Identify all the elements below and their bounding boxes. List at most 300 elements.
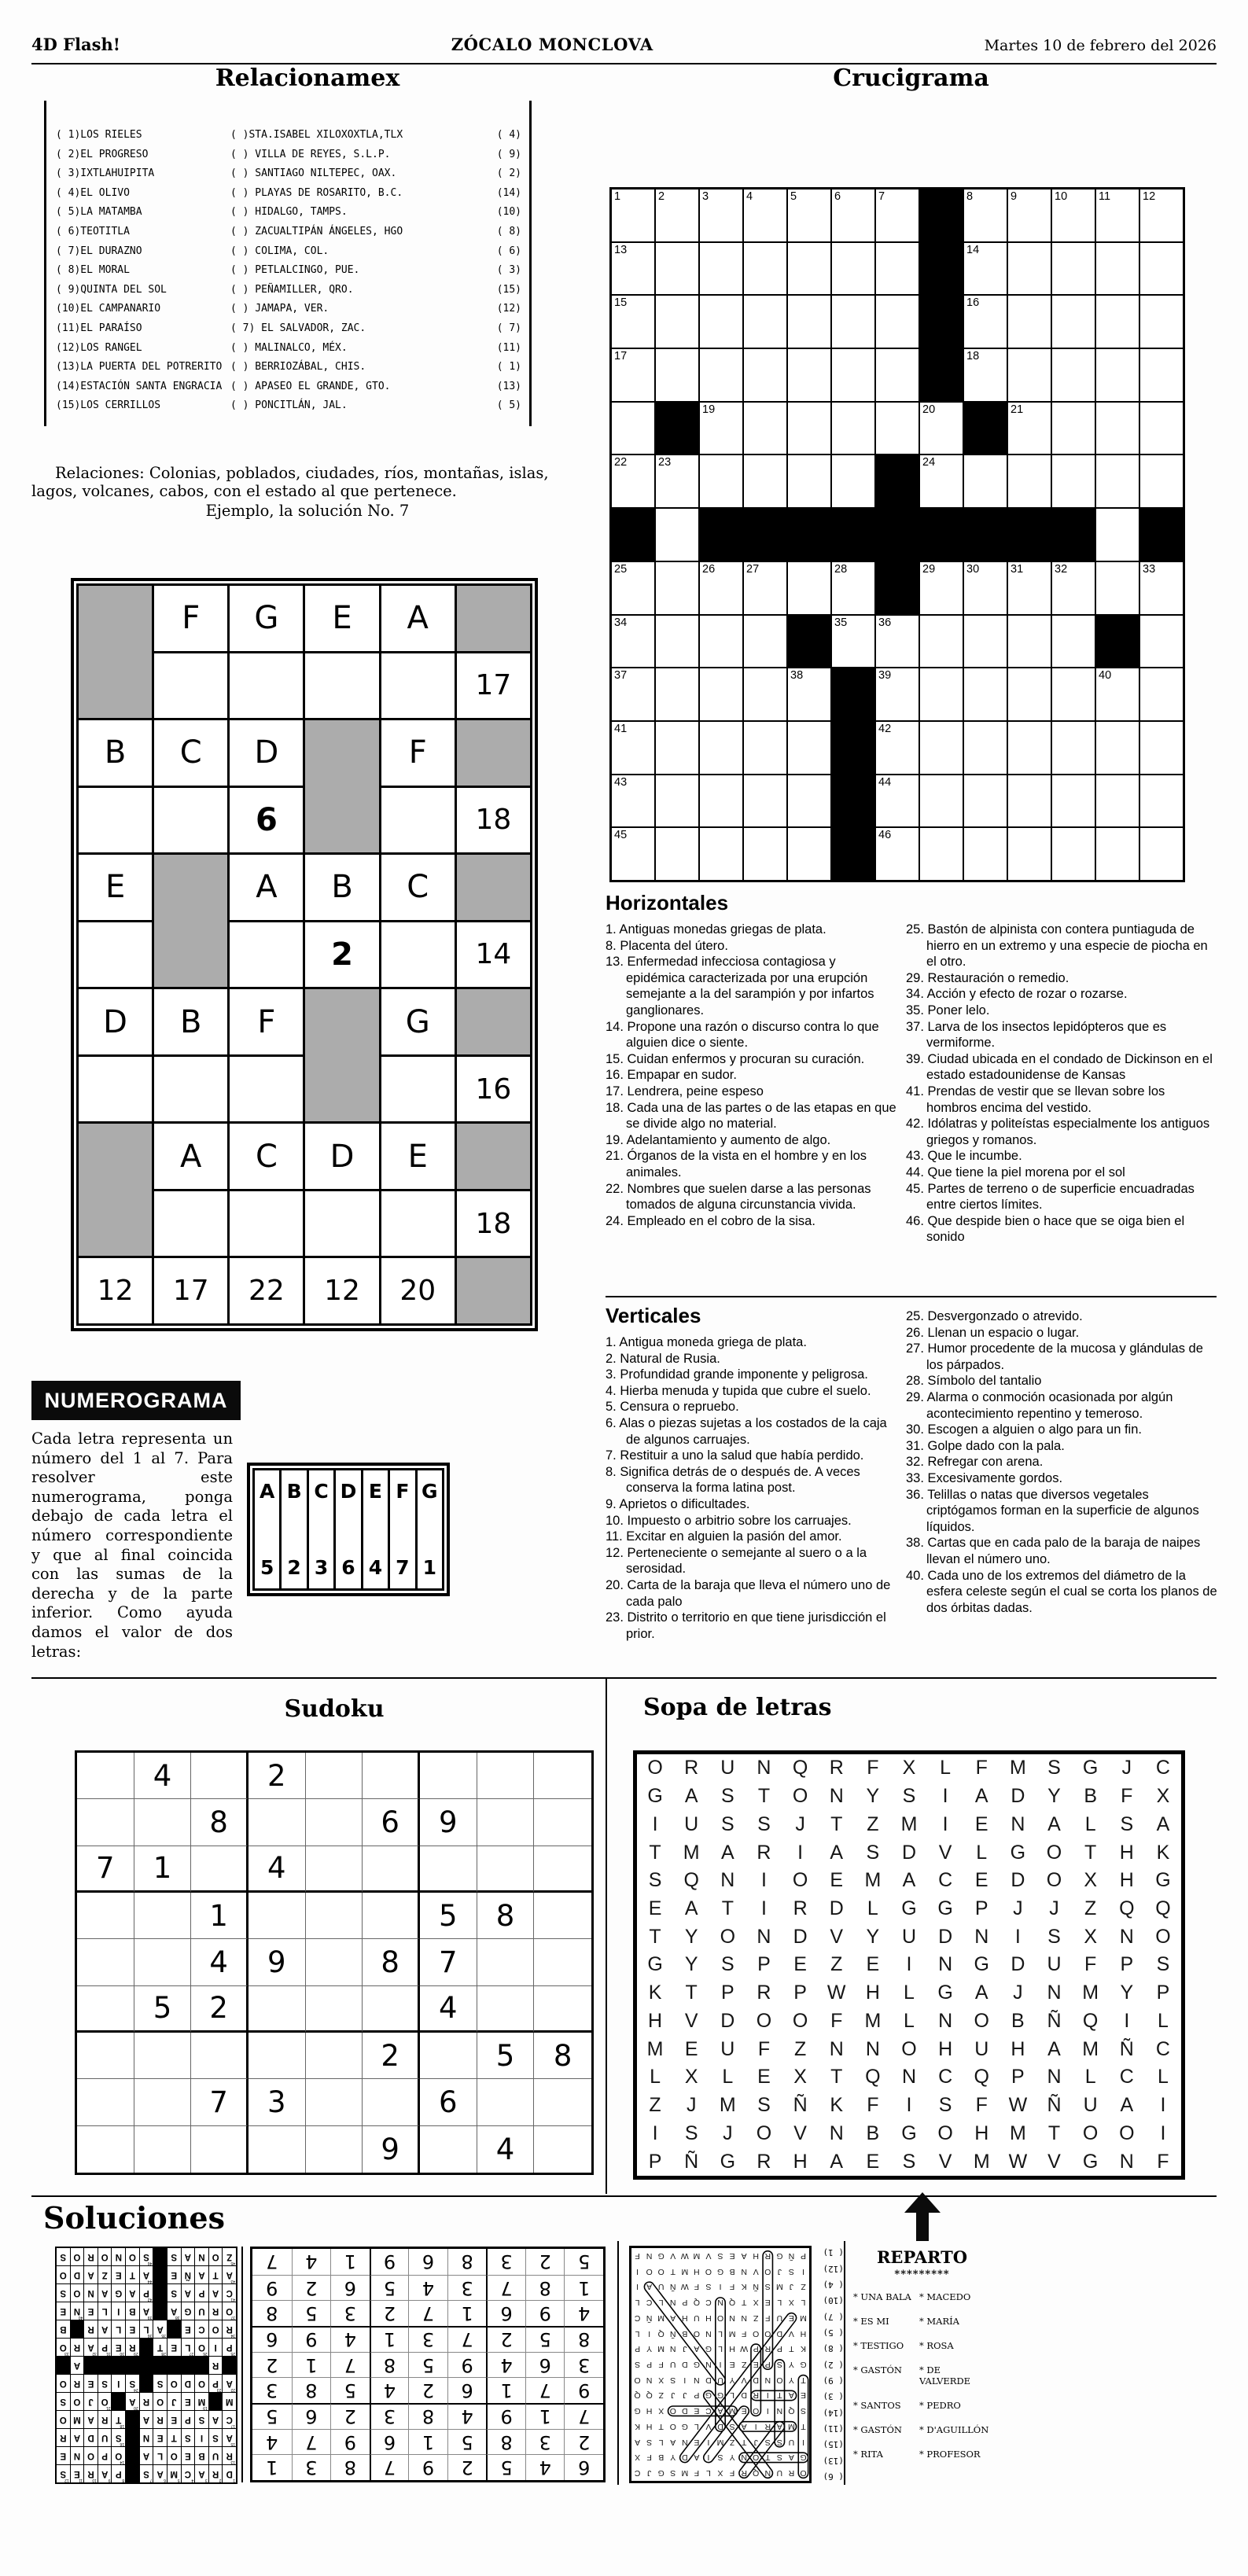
crossword-clue: 6. Alas o piezas sujetas a los costados de la caja de algunos carruajes. — [606, 1415, 887, 1447]
crossword-solution-letter: E — [171, 2415, 178, 2424]
wordsearch-letter: D — [705, 2375, 712, 2385]
crossword-cell — [832, 349, 874, 401]
crossword-cell — [876, 668, 919, 720]
relacionamex-item-right: ( ) PETLALCINGO, PUE. — [230, 264, 360, 277]
crossword-cell — [126, 2375, 139, 2392]
sudoku-cell: 9 — [370, 2249, 409, 2275]
crossword-cell — [876, 828, 919, 880]
wordsearch-letter: K — [741, 2282, 747, 2292]
wordsearch-letter: R — [764, 2344, 771, 2354]
wordsearch-letter: N — [741, 2313, 747, 2323]
wordsearch-letter: C — [634, 2313, 641, 2323]
crossword-cell — [656, 296, 698, 348]
crossword-solution-letter: B — [129, 2306, 136, 2316]
reparto-row — [853, 2449, 991, 2460]
crossword-cell — [57, 2339, 70, 2356]
numerograma-gray-cell — [305, 720, 378, 852]
wordsearch-letter: R — [793, 1897, 808, 1920]
crossword-clue: 4. Hierba menuda y tupida que cubre el suelo. — [606, 1383, 871, 1398]
crossword-solution-letter: A — [87, 2342, 94, 2352]
wordsearch-letter: V — [830, 1925, 844, 1948]
wordsearch-letter: O — [974, 2009, 989, 2032]
numerograma-cell: B — [305, 855, 378, 920]
crossword-cell — [656, 828, 698, 880]
numerograma-grid-frame — [71, 578, 538, 1331]
crossword-cell — [832, 296, 874, 348]
numerograma-cell — [381, 1191, 455, 1257]
key-column — [282, 1470, 306, 1588]
sudoku-cell — [477, 1799, 535, 1846]
crossword-solution-letter: N — [73, 2306, 81, 2316]
crossword-cell — [182, 2320, 195, 2338]
crossword-cell — [1052, 455, 1095, 507]
crossword-cell — [112, 2339, 125, 2356]
crossword-clue: 24. Empleado en el cobro de la sisa. — [606, 1213, 815, 1228]
crossword-cell-number: 9 — [108, 2478, 111, 2482]
crossword-cell — [209, 2302, 223, 2320]
crossword-black-cell — [223, 2357, 236, 2374]
crossword-cell — [1008, 243, 1051, 295]
wordsearch-letter: Z — [830, 1953, 843, 1976]
crossword-cell-number: 11 — [79, 2478, 83, 2482]
wordsearch-letter: R — [757, 1841, 771, 1864]
crossword-cell — [126, 2393, 139, 2410]
crossword-cell — [195, 2339, 208, 2356]
sudoku-cell: 2 — [252, 2352, 292, 2378]
crossword-cell-number: 35 — [834, 616, 848, 629]
sudoku-cell: 7 — [420, 1939, 477, 1985]
reparto-word: * ROSA — [919, 2340, 954, 2351]
wordsearch-letter: G — [716, 2266, 724, 2276]
crossword-cell — [700, 775, 742, 827]
crossword-cell — [612, 775, 654, 827]
crossword-black-cell — [1096, 616, 1139, 668]
wordsearch-letter: C — [938, 2066, 953, 2088]
crossword-cell — [964, 455, 1007, 507]
crossword-solution-letter: L — [101, 2306, 108, 2316]
crossword-cell — [126, 2320, 139, 2338]
relacionamex-item-number: (12) — [496, 303, 521, 315]
wordsearch-letter: N — [938, 1953, 953, 1976]
crossword-solution-letter: N — [115, 2252, 122, 2261]
wordsearch-letter: P — [694, 2390, 700, 2401]
wordsearch-letter: D — [793, 1925, 808, 1948]
crossword-clue: 20. Carta de la baraja que lleva el número uno de cada palo — [606, 1577, 891, 1609]
crossword-clue: 25. Bastón de alpinista con contera puntiaguda de hierro en un extremo y una especie de piocha en el otro. — [906, 922, 1208, 970]
sudoku-cell: 7 — [77, 1846, 134, 1893]
crossword-cell — [744, 455, 786, 507]
wordsearch-letter: G — [657, 2468, 664, 2478]
wordsearch-letter: S — [684, 2122, 698, 2144]
crossword-clue: 14. Propone una razón o discurso contra lo que alguien dice o siente. — [606, 1019, 879, 1051]
wordsearch-letter: G — [705, 2390, 712, 2401]
crossword-solution-letter: O — [170, 2379, 178, 2388]
wordsearch-letter: R — [757, 1982, 771, 2004]
wordsearch-solution-ovals — [631, 2248, 809, 2481]
crossword-cell — [84, 2447, 98, 2464]
wordsearch-letter: S — [720, 1785, 734, 1808]
wordsearch-letter: Q — [634, 2390, 641, 2401]
wordsearch-letter: N — [646, 2375, 653, 2385]
wordsearch-letter: Y — [1120, 1982, 1134, 2004]
sudoku-cell: 4 — [486, 2352, 525, 2378]
wordsearch-letter: T — [830, 1812, 843, 1835]
crossword-cell-number: 21 — [1011, 403, 1024, 416]
crossword-cell — [1140, 616, 1183, 668]
crossword-cell — [744, 775, 786, 827]
crossword-solution-letter: A — [226, 2379, 233, 2388]
numerograma-cell — [230, 1191, 303, 1257]
wordsearch-letter: Ñ — [793, 2094, 808, 2117]
crossword-black-cell — [832, 722, 874, 774]
crossword-cell — [920, 403, 963, 454]
crossword-cell-number: 31 — [1011, 562, 1024, 576]
sudoku-cell — [534, 1753, 591, 1799]
sudoku-cell: 1 — [191, 1893, 248, 1939]
verticales-clues-col2 — [906, 1308, 1219, 1616]
relacionamex-item-left: ( 6)TEOTITLA — [56, 225, 130, 237]
crossword-cell — [98, 2447, 112, 2464]
wordsearch-letter: S — [670, 2375, 676, 2385]
wordsearch-letter: H — [938, 2037, 953, 2060]
reparto-word: * SANTOS — [853, 2400, 901, 2411]
crossword-solution-letter: A — [129, 2288, 136, 2298]
crossword-cell-number: 12 — [64, 2478, 69, 2482]
crossword-solution-letter: O — [212, 2252, 219, 2261]
relacionamex-item-right: ( ) HIDALGO, TAMPS. — [230, 206, 348, 219]
wordsearch-letter: C — [1119, 2066, 1134, 2088]
crossword-cell — [656, 616, 698, 668]
crossword-cell — [57, 2411, 70, 2428]
wordsearch-letter: J — [753, 2437, 758, 2447]
relacionamex-solution-number: ( 2) — [823, 2359, 844, 2370]
crossword-cell — [1052, 828, 1095, 880]
key-letter: F — [396, 1480, 410, 1503]
crossword-cell-number: 20 — [922, 403, 936, 416]
crossword-cell — [700, 668, 742, 720]
horizontales-title: Horizontales — [606, 891, 729, 914]
crossword-solution-letter: N — [73, 2451, 81, 2460]
wordsearch-letter: O — [764, 2266, 771, 2276]
crossword-black-cell — [140, 2357, 153, 2374]
wordsearch-letter: G — [974, 1953, 989, 1976]
relacionamex-solution-number: ( 8) — [823, 2343, 844, 2354]
key-column — [309, 1470, 333, 1588]
wordsearch-letter: O — [756, 2122, 772, 2144]
numerograma-cell — [79, 922, 152, 988]
crossword-cell-number: 24 — [134, 2387, 138, 2392]
crossword-cell — [1140, 668, 1183, 720]
crossword-clue: 41. Prendas de vestir que se llevan sobre los hombros encima del vestido. — [906, 1084, 1165, 1115]
sudoku-cell: 6 — [486, 2300, 525, 2326]
sudoku-cell: 9 — [292, 2326, 331, 2352]
numerograma-key-table — [252, 1468, 444, 1591]
relacionamex-solution-number: ( 7) — [823, 2311, 844, 2322]
crossword-cell-number: 40 — [1099, 669, 1112, 683]
key-column — [418, 1470, 442, 1588]
sudoku-cell — [191, 1846, 248, 1893]
wordsearch-letter: Y — [1047, 1785, 1061, 1808]
wordsearch-letter: U — [788, 2437, 795, 2447]
wordsearch-letter: Z — [729, 2437, 735, 2447]
wordsearch-letter: Z — [867, 1812, 879, 1835]
crossword-clue: 38. Cartas que en cada palo de la baraja de naipes llevan el número uno. — [906, 1536, 1201, 1566]
wordsearch-letter: O — [646, 2266, 653, 2276]
wordsearch-letter: O — [657, 2266, 664, 2276]
wordsearch-letter: P — [793, 1982, 807, 2004]
crossword-grid — [609, 187, 1185, 882]
sudoku-cell — [534, 1986, 591, 2033]
numerograma-cell: 2 — [305, 922, 378, 988]
crossword-black-cell — [832, 668, 874, 720]
sudoku-cell — [134, 2033, 192, 2079]
wordsearch-letter: A — [974, 1982, 988, 2004]
wordsearch-letter: P — [776, 2344, 782, 2354]
wordsearch-letter: P — [800, 2250, 806, 2261]
crossword-cell — [71, 2465, 84, 2482]
crossword-solution-letter: E — [60, 2451, 67, 2460]
crossword-cell — [832, 190, 874, 241]
crossword-cell — [168, 2465, 181, 2482]
crossword-solution-letter: E — [60, 2306, 67, 2316]
crossword-cell — [140, 2393, 153, 2410]
crossword-cell — [57, 2375, 70, 2392]
numerograma-cell: B — [154, 989, 227, 1054]
wordsearch-letter: A — [741, 2250, 747, 2261]
wordsearch-letter: V — [938, 2150, 952, 2173]
crossword-cell — [876, 243, 919, 295]
wordsearch-letter: H — [800, 2328, 807, 2339]
wordsearch-letter: Ñ — [684, 2150, 699, 2173]
wordsearch-letter: Y — [646, 2344, 653, 2354]
crossword-solution-letter: E — [185, 2397, 191, 2406]
crossword-cell — [788, 296, 830, 348]
wordsearch-letter: T — [1084, 1841, 1097, 1864]
wordsearch-letter: J — [646, 2468, 652, 2478]
crossword-solution-letter: E — [115, 2270, 122, 2280]
crossword-cell — [656, 562, 698, 614]
relacionamex-item-left: ( 2)EL PROGRESO — [56, 148, 149, 160]
wordsearch-letter: Q — [974, 2066, 989, 2088]
crossword-clue: 29. Alarma o conmoción ocasionada por algún acontecimiento repentino y temeroso. — [906, 1389, 1173, 1421]
key-letter: B — [286, 1480, 302, 1503]
wordsearch-letter: N — [1047, 2066, 1062, 2088]
verticales-title: Verticales — [606, 1304, 701, 1327]
crossword-cell-number: 46 — [147, 2261, 153, 2265]
crossword-solution-letter: R — [73, 2379, 81, 2388]
reparto-block — [853, 2192, 991, 2473]
crossword-cell — [112, 2411, 125, 2428]
crossword-solution-letter: O — [59, 2270, 67, 2280]
sudoku-cell — [420, 2033, 477, 2079]
crossword-cell — [1096, 296, 1139, 348]
wordsearch-letter: P — [1011, 2066, 1025, 2088]
crossword-cell — [126, 2339, 139, 2356]
wordsearch-grid — [633, 1750, 1185, 2180]
crossword-cell — [126, 2284, 139, 2302]
wordsearch-letter: I — [1014, 1925, 1021, 1948]
sudoku-cell: 2 — [564, 2429, 603, 2455]
wordsearch-letter: Y — [729, 2375, 735, 2385]
crossword-cell — [98, 2302, 112, 2320]
crossword-clue: 10. Impuesto o arbitrio sobre los carruajes. — [606, 1513, 852, 1528]
crossword-solution-letter: A — [198, 2469, 205, 2478]
wordsearch-letter: J — [1013, 1982, 1023, 2004]
sudoku-cell: 6 — [370, 2429, 409, 2455]
relacionamex-item-right: ( ) BERRIOZÁBAL, CHIS. — [230, 361, 366, 374]
crossword-black-cell — [832, 509, 874, 561]
crossword-cell — [1052, 243, 1095, 295]
wordsearch-letter: M — [1009, 2122, 1026, 2144]
crossword-cell-number: 26 — [203, 2351, 208, 2356]
sudoku-cell — [77, 2079, 134, 2125]
wordsearch-letter: S — [717, 2250, 723, 2261]
sudoku-cell: 5 — [292, 2300, 331, 2326]
wordsearch-letter: E — [684, 2037, 698, 2060]
sudoku-cell: 6 — [564, 2454, 603, 2480]
crossword-cell — [700, 190, 742, 241]
crossword-black-cell — [920, 509, 963, 561]
crossword-black-cell — [209, 2393, 223, 2410]
wordsearch-letter: F — [867, 2094, 879, 2117]
sudoku-cell: 8 — [363, 1939, 420, 1985]
sudoku-cell — [248, 2033, 306, 2079]
wordsearch-letter: N — [974, 1925, 989, 1948]
crossword-cell-number: 18 — [120, 2423, 125, 2428]
wordsearch-letter: A — [1120, 2094, 1134, 2117]
crossword-cell — [168, 2429, 181, 2446]
wordsearch-letter: H — [1119, 1869, 1134, 1892]
wordsearch-letter: X — [793, 2066, 807, 2088]
wordsearch-letter: L — [658, 2437, 664, 2447]
wordsearch-letter: G — [693, 2360, 700, 2370]
sudoku-cell — [77, 2033, 134, 2079]
crossword-black-cell — [612, 509, 654, 561]
crossword-cell-number: 45 — [614, 829, 628, 842]
wordsearch-letter: I — [802, 2266, 804, 2276]
wordsearch-letter: H — [793, 2150, 808, 2173]
crossword-solution-letter: S — [171, 2288, 178, 2298]
wordsearch-letter: O — [753, 2453, 760, 2463]
crossword-cell — [1008, 668, 1051, 720]
crossword-black-cell — [126, 2357, 139, 2374]
relacionamex-solution-number: ( 6) — [823, 2471, 844, 2482]
wordsearch-letter: M — [800, 2313, 807, 2323]
wordsearch-letter: O — [716, 2313, 724, 2323]
relacionamex-row — [56, 126, 521, 145]
crossword-solution-letter: E — [185, 2451, 191, 2460]
crossword-black-cell — [182, 2357, 195, 2374]
crossword-solution-letter: P — [185, 2415, 191, 2424]
wordsearch-letter: M — [864, 1869, 882, 1892]
crossword-cell — [112, 2447, 125, 2464]
wordsearch-letter: M — [973, 2150, 990, 2173]
sudoku-cell — [420, 1846, 477, 1893]
crossword-cell — [84, 2393, 98, 2410]
crossword-black-cell — [788, 509, 830, 561]
wordsearch-letter: G — [901, 2122, 917, 2144]
crossword-cell — [71, 2429, 84, 2446]
crossword-cell — [1096, 190, 1139, 241]
sudoku-cell — [134, 1799, 192, 1846]
wordsearch-letter: A — [788, 2453, 794, 2463]
relacionamex-item-left: ( 1)LOS RIELES — [56, 129, 142, 141]
sudoku-cell: 8 — [477, 1893, 535, 1939]
crossword-cell — [964, 190, 1007, 241]
sudoku-cell — [420, 1753, 477, 1799]
crossword-cell — [612, 562, 654, 614]
wordsearch-letter: X — [1084, 1869, 1097, 1892]
numerograma-label: NUMEROGRAMA — [31, 1381, 241, 1420]
sudoku-cell — [248, 2126, 306, 2173]
crossword-cell — [612, 243, 654, 295]
crossword-solution-letter: A — [198, 2270, 205, 2280]
crossword-cell — [788, 828, 830, 880]
numerograma-instructions: Cada letra representa un número del 1 al 7. Para resolver este numerograma, ponga debajo de cada letra el número correspondiente y que al final coincida con las sumas de la derecha y de la parte inferior. Como ayuda damos el valor de dos letras: — [31, 1430, 233, 1661]
crossword-cell-number: 27 — [746, 562, 760, 576]
wordsearch-letter: H — [648, 2009, 663, 2032]
relacionamex-solution-list — [814, 2247, 844, 2482]
relacionamex-solution-number: (12) — [823, 2263, 844, 2274]
wordsearch-letter: E — [800, 2390, 806, 2401]
crossword-clue: 39. Ciudad ubicada en el condado de Dickinson en el estado estadounidense de Kansas — [906, 1051, 1213, 1083]
wordsearch-letter: L — [722, 2066, 734, 2088]
wordsearch-letter: Ñ — [669, 2282, 676, 2292]
wordsearch-letter: M — [719, 2094, 736, 2117]
wordsearch-letter: P — [682, 2298, 688, 2308]
relacionamex-solution-number: (13) — [823, 2455, 844, 2466]
crossword-cell — [788, 562, 830, 614]
sudoku-cell: 2 — [363, 2033, 420, 2079]
crossword-solution-letter: E — [87, 2379, 94, 2388]
wordsearch-letter: K — [635, 2421, 641, 2431]
wordsearch-letter: M — [681, 2468, 689, 2478]
crossword-cell — [1008, 722, 1051, 774]
wordsearch-letter: D — [720, 2009, 735, 2032]
wordsearch-letter: S — [776, 2453, 782, 2463]
crossword-black-cell — [964, 509, 1007, 561]
wordsearch-letter: A — [684, 1897, 698, 1920]
relacionamex-solution-number: ( 3) — [823, 2391, 844, 2402]
crossword-cell — [182, 2465, 195, 2482]
crossword-solution-letter: R — [60, 2433, 67, 2442]
wordsearch-letter: U — [720, 1757, 735, 1779]
sudoku-cell: 9 — [447, 2352, 487, 2378]
sudoku-cell: 9 — [252, 2275, 292, 2301]
wordsearch-letter: S — [646, 2437, 653, 2447]
crossword-cell-number: 1 — [233, 2478, 235, 2482]
crossword-cell — [71, 2248, 84, 2265]
wordsearch-letter: E — [866, 2150, 880, 2173]
crossword-cell — [223, 2266, 236, 2283]
numerograma-cell — [381, 922, 455, 988]
sudoku-cell: 1 — [134, 1846, 192, 1893]
crossword-black-cell — [57, 2357, 70, 2374]
sudoku-cell: 4 — [252, 2429, 292, 2455]
sudoku-cell: 9 — [486, 2403, 525, 2429]
relacionamex-solution-number: ( 4) — [823, 2279, 844, 2290]
relacionamex-item-number: ( 1) — [496, 361, 521, 374]
reparto-word-list — [853, 2291, 991, 2460]
crossword-solution-letter: S — [156, 2379, 164, 2388]
crossword-cell — [1052, 190, 1095, 241]
sudoku-cell: 5 — [330, 2377, 370, 2403]
crossword-cell — [57, 2320, 70, 2338]
wordsearch-letter: N — [1047, 1982, 1062, 2004]
crossword-cell — [700, 403, 742, 454]
crossword-cell — [920, 775, 963, 827]
crossword-cell-number: 41 — [614, 722, 628, 735]
